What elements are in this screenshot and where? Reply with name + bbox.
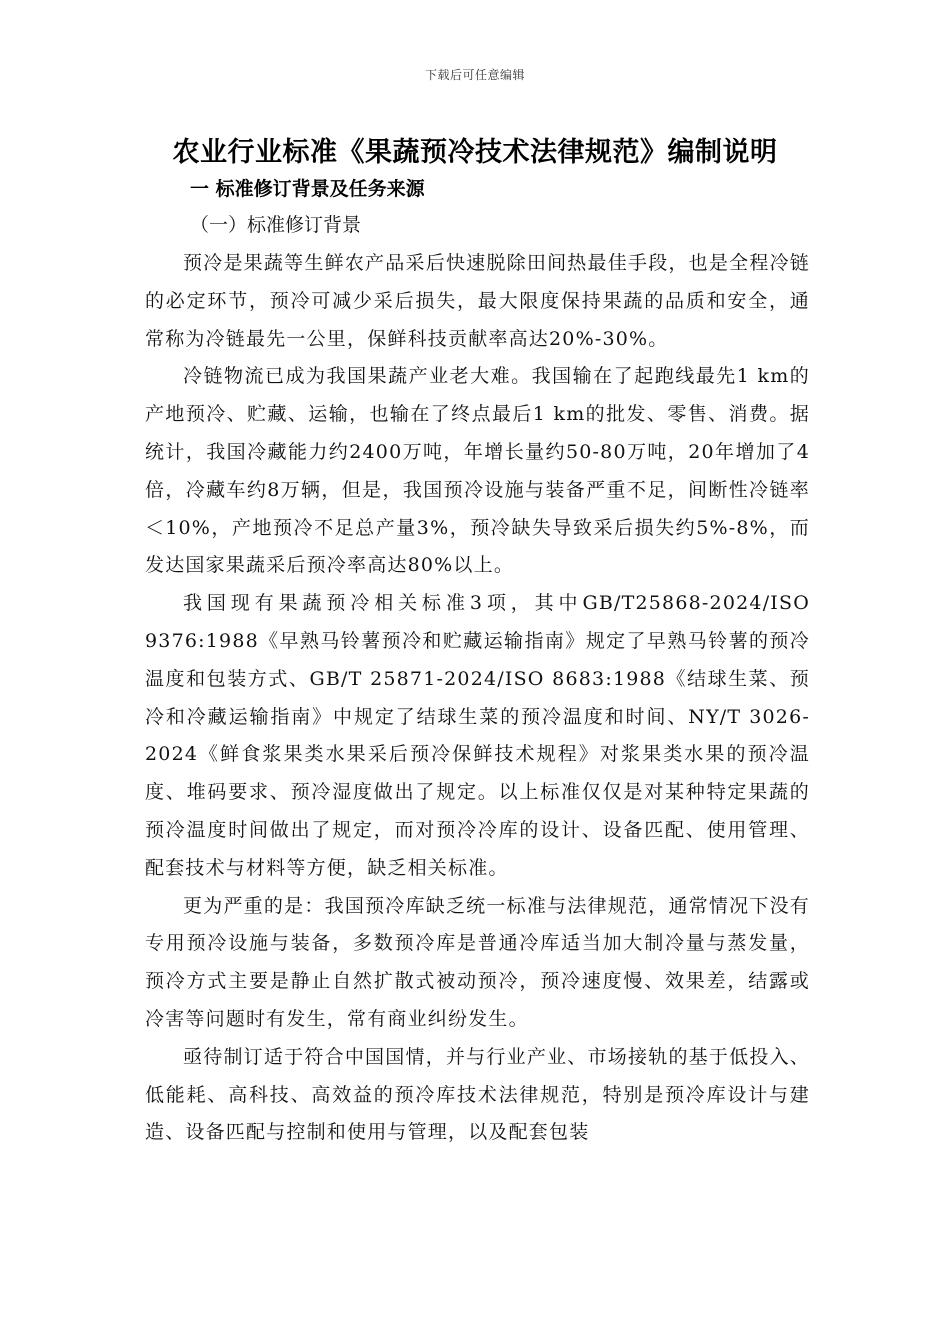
- paragraph-existing-standards: 我国现有果蔬预冷相关标准3项，其中GB/T25868-2024/ISO 9376:1988《早熟马铃薯预冷和贮藏运输指南》规定了早熟马铃薯的预冷温度和包装方式、GB/T 25871-2024/ISO 8683:1988《结球生菜、预冷和冷藏运输指南》中规定了结球生菜的预冷温度和时间、NY/T 3026-2024《鲜食浆果类水果采后预冷保鲜技术规程》对浆果类水果的预冷温度、堆码要求、预冷湿度做出了规定。以上标准仅仅是对某种特定果蔬的预冷温度时间做出了规定，而对预冷冷库的设计、设备匹配、使用管理、配套技术与材料等方便，缺乏相关标准。: [145, 592, 810, 879]
- paragraph-cold-chain: 冷链物流已成为我国果蔬产业老大难。我国输在了起跑线最先1 km的产地预冷、贮藏、运输，也输在了终点最后1 km的批发、零售、消费。据统计，我国冷藏能力约2400万吨，年增长量约50-80万吨，20年增加了4倍，冷藏车约8万辆，但是，我国预冷设施与装备严重不足，间断性冷链率＜10%，产地预冷不足总产量3%，预冷缺失导致采后损失约5%-8%，而发达国家果蔬采后预冷率高达80%以上。: [145, 365, 810, 577]
- document-title: 农业行业标准《果蔬预冷技术法律规范》编制说明: [172, 137, 778, 168]
- paragraph-urgency: 亟待制订适于符合中国国情，并与行业产业、市场接轨的基于低投入、低能耗、高科技、高效益的预冷库技术法律规范，特别是预冷库设计与建造、设备匹配与控制和使用与管理，以及配套包装: [145, 1045, 810, 1144]
- document-body: [145, 245, 810, 1152]
- section-heading: 一 标准修订背景及任务来源: [190, 178, 425, 200]
- paragraph-problems: 更为严重的是：我国预冷库缺乏统一标准与法律规范，通常情况下没有专用预冷设施与装备，多数预冷库是普通冷库适当加大制冷量与蒸发量，预冷方式主要是静止自然扩散式被动预冷，预冷速度慢、效果差，结露或冷害等问题时有发生，常有商业纠纷发生。: [145, 894, 810, 1030]
- subsection-heading: （一）标准修订背景: [190, 214, 362, 236]
- paragraph-preface: 预冷是果蔬等生鲜农产品采后快速脱除田间热最佳手段，也是全程冷链的必定环节，预冷可减少采后损失，最大限度保持果蔬的品质和安全，通常称为冷链最先一公里，保鲜科技贡献率高达20%-30%。: [145, 252, 810, 350]
- header-note: 下载后可任意编辑: [424, 68, 525, 82]
